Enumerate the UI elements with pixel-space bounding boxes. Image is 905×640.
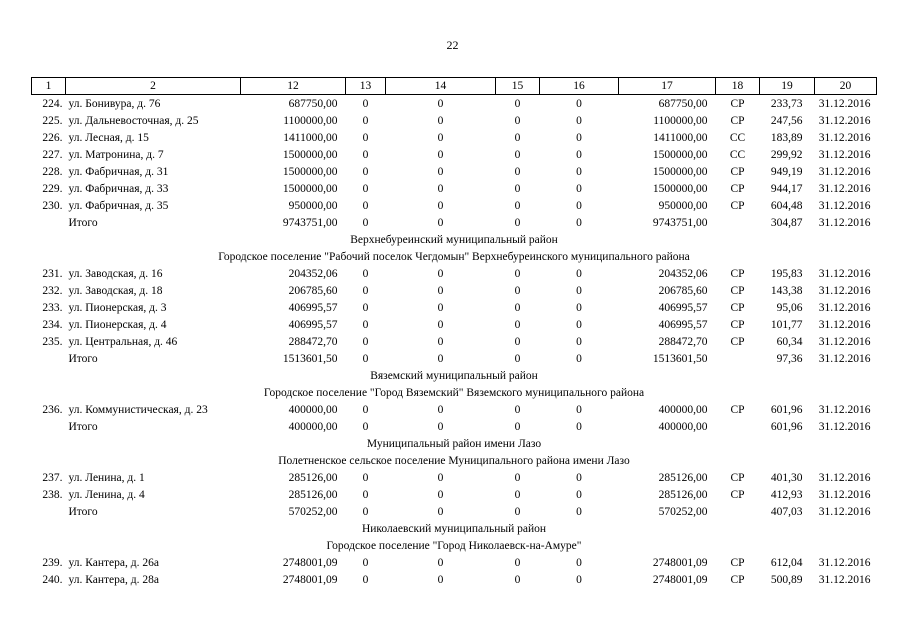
deadline-date: 31.12.2016 [818, 505, 871, 518]
fund-type [716, 503, 760, 520]
area: 299,92 [770, 148, 803, 161]
deadline-date: 31.12.2016 [818, 556, 871, 569]
table-row [32, 282, 877, 299]
amount-col-14: 0 [437, 267, 444, 280]
row-number [32, 350, 66, 367]
column-header: 2 [66, 78, 241, 95]
section-heading-row [32, 231, 877, 248]
row-number [32, 214, 66, 231]
table-row [32, 112, 877, 129]
page-number: 22 [446, 38, 459, 52]
fund-type: СР [730, 284, 745, 297]
row-number: 233. [42, 301, 63, 314]
amount-col-13: 0 [362, 318, 369, 331]
row-number [32, 503, 66, 520]
amount-col-16: 0 [576, 284, 582, 297]
amount-total: 400000,00 [288, 403, 338, 416]
amount-col-17: 288472,70 [658, 335, 708, 348]
amount-total: 687750,00 [288, 97, 338, 110]
area: 944,17 [770, 182, 803, 195]
amount-total: 1100000,00 [283, 114, 338, 127]
deadline-date: 31.12.2016 [818, 471, 871, 484]
deadline-date: 31.12.2016 [818, 97, 871, 110]
section-heading-row [32, 537, 877, 554]
amount-col-13: 0 [362, 556, 369, 569]
deadline-date: 31.12.2016 [818, 301, 871, 314]
table-row [32, 197, 877, 214]
area: 949,19 [770, 165, 803, 178]
row-number: 238. [42, 488, 63, 501]
section-heading-row [32, 452, 877, 469]
row-number: 231. [42, 267, 63, 280]
fund-type [716, 350, 760, 367]
amount-col-16: 0 [576, 420, 582, 433]
table-row [32, 401, 877, 418]
table-row [32, 146, 877, 163]
registry-table [31, 77, 877, 588]
total-row [32, 503, 877, 520]
amount-col-13: 0 [362, 301, 369, 314]
address: Итого [68, 420, 98, 433]
deadline-date: 31.12.2016 [818, 420, 871, 433]
amount-col-13: 0 [362, 199, 369, 212]
amount-col-13: 0 [362, 488, 369, 501]
address: ул. Пионерская, д. 3 [68, 301, 167, 314]
fund-type [716, 418, 760, 435]
address: ул. Ленина, д. 1 [68, 471, 145, 484]
area: 412,93 [770, 488, 803, 501]
amount-total: 400000,00 [288, 420, 338, 433]
amount-total: 406995,57 [288, 318, 338, 331]
amount-col-15: 0 [514, 556, 521, 569]
address: ул. Дальневосточная, д. 25 [68, 114, 199, 127]
amount-total: 1500000,00 [282, 165, 338, 178]
amount-col-16: 0 [576, 165, 582, 178]
amount-col-17: 1100000,00 [653, 114, 708, 127]
table-row [32, 95, 877, 113]
amount-col-14: 0 [437, 165, 444, 178]
amount-col-17: 1500000,00 [652, 165, 708, 178]
amount-col-14: 0 [437, 199, 444, 212]
address: ул. Заводская, д. 18 [68, 284, 163, 297]
fund-type: СС [729, 131, 746, 144]
amount-col-16: 0 [576, 505, 582, 518]
amount-col-16: 0 [576, 335, 582, 348]
amount-col-17: 1411000,00 [653, 131, 708, 144]
amount-col-13: 0 [362, 97, 369, 110]
amount-col-15: 0 [514, 352, 521, 365]
amount-col-17: 950000,00 [658, 199, 708, 212]
row-number: 227. [42, 148, 63, 161]
amount-total: 285126,00 [288, 488, 338, 501]
total-row [32, 418, 877, 435]
amount-col-16: 0 [576, 182, 582, 195]
deadline-date: 31.12.2016 [818, 216, 871, 229]
amount-col-16: 0 [576, 199, 582, 212]
amount-col-16: 0 [576, 471, 582, 484]
deadline-date: 31.12.2016 [818, 318, 871, 331]
amount-col-13: 0 [362, 284, 369, 297]
amount-col-13: 0 [362, 148, 369, 161]
deadline-date: 31.12.2016 [818, 284, 871, 297]
amount-col-17: 204352,06 [658, 267, 708, 280]
amount-col-16: 0 [576, 114, 582, 127]
address: ул. Кантера, д. 26а [68, 556, 159, 569]
amount-col-14: 0 [437, 573, 444, 586]
section-heading: Городское поселение "Город Николаевск-на-Амуре" [326, 539, 582, 552]
fund-type: СР [730, 199, 745, 212]
deadline-date: 31.12.2016 [818, 114, 871, 127]
area: 95,06 [776, 301, 803, 314]
amount-col-17: 687750,00 [658, 97, 708, 110]
amount-col-15: 0 [514, 488, 521, 501]
amount-col-14: 0 [437, 403, 444, 416]
fund-type: СР [730, 556, 745, 569]
amount-col-13: 0 [362, 182, 369, 195]
amount-col-16: 0 [576, 352, 582, 365]
amount-col-15: 0 [514, 114, 521, 127]
address: ул. Бонивура, д. 76 [68, 97, 161, 110]
deadline-date: 31.12.2016 [818, 199, 871, 212]
table-row [32, 469, 877, 486]
amount-col-17: 2748001,09 [652, 556, 708, 569]
amount-col-13: 0 [362, 352, 369, 365]
table-row [32, 129, 877, 146]
amount-total: 2748001,09 [282, 573, 338, 586]
area: 143,38 [770, 284, 803, 297]
amount-col-17: 285126,00 [658, 471, 708, 484]
amount-total: 2748001,09 [282, 556, 338, 569]
column-header: 20 [815, 78, 877, 95]
amount-col-14: 0 [437, 131, 444, 144]
amount-total: 1411000,00 [283, 131, 338, 144]
column-header: 13 [346, 78, 386, 95]
amount-total: 1500000,00 [282, 148, 338, 161]
column-header: 12 [241, 78, 346, 95]
fund-type: СС [729, 148, 746, 161]
table-row [32, 180, 877, 197]
row-number: 226. [42, 131, 63, 144]
amount-col-13: 0 [362, 131, 369, 144]
row-number: 237. [42, 471, 63, 484]
amount-col-16: 0 [576, 573, 582, 586]
amount-col-15: 0 [514, 148, 521, 161]
row-number: 230. [42, 199, 63, 212]
table-row [32, 163, 877, 180]
amount-col-13: 0 [362, 471, 369, 484]
amount-col-15: 0 [514, 420, 521, 433]
row-number: 228. [42, 165, 63, 178]
address: ул. Центральная, д. 46 [68, 335, 178, 348]
deadline-date: 31.12.2016 [818, 267, 871, 280]
fund-type: СР [730, 165, 745, 178]
amount-col-14: 0 [437, 114, 444, 127]
amount-col-16: 0 [576, 267, 582, 280]
area: 601,96 [770, 420, 803, 433]
table-row [32, 316, 877, 333]
amount-col-17: 400000,00 [658, 420, 708, 433]
amount-col-17: 206785,60 [658, 284, 708, 297]
amount-col-17: 1513601,50 [652, 352, 708, 365]
area: 97,36 [776, 352, 803, 365]
amount-col-16: 0 [576, 556, 582, 569]
section-heading-row [32, 520, 877, 537]
row-number: 240. [42, 573, 63, 586]
section-heading-row [32, 435, 877, 452]
area: 183,89 [770, 131, 803, 144]
amount-total: 406995,57 [288, 301, 338, 314]
address: ул. Ленина, д. 4 [68, 488, 145, 501]
column-header: 17 [619, 78, 716, 95]
address: ул. Фабричная, д. 31 [68, 165, 169, 178]
column-header: 14 [386, 78, 496, 95]
amount-col-15: 0 [514, 267, 521, 280]
deadline-date: 31.12.2016 [818, 488, 871, 501]
area: 304,87 [770, 216, 803, 229]
amount-col-17: 285126,00 [658, 488, 708, 501]
address: Итого [68, 216, 98, 229]
row-number: 234. [42, 318, 63, 331]
area: 195,83 [770, 267, 803, 280]
amount-total: 950000,00 [288, 199, 338, 212]
amount-col-14: 0 [437, 148, 444, 161]
area: 60,34 [776, 335, 803, 348]
amount-col-17: 406995,57 [658, 301, 708, 314]
deadline-date: 31.12.2016 [818, 182, 871, 195]
amount-col-16: 0 [576, 301, 582, 314]
amount-col-15: 0 [514, 505, 521, 518]
amount-col-13: 0 [362, 165, 369, 178]
amount-col-15: 0 [514, 573, 521, 586]
deadline-date: 31.12.2016 [818, 165, 871, 178]
amount-col-15: 0 [514, 335, 521, 348]
amount-total: 570252,00 [288, 505, 338, 518]
address: ул. Пионерская, д. 4 [68, 318, 167, 331]
amount-col-14: 0 [437, 301, 444, 314]
amount-total: 206785,60 [288, 284, 338, 297]
deadline-date: 31.12.2016 [818, 335, 871, 348]
amount-col-15: 0 [514, 471, 521, 484]
amount-col-15: 0 [514, 97, 521, 110]
address: Итого [68, 352, 98, 365]
section-heading-row [32, 367, 877, 384]
amount-col-14: 0 [437, 216, 444, 229]
amount-col-16: 0 [576, 403, 582, 416]
amount-col-17: 400000,00 [658, 403, 708, 416]
area: 601,96 [770, 403, 803, 416]
amount-col-15: 0 [514, 182, 521, 195]
amount-col-13: 0 [362, 403, 369, 416]
row-number: 232. [42, 284, 63, 297]
address: ул. Лесная, д. 15 [68, 131, 149, 144]
section-heading: Городское поселение "Рабочий поселок Чегдомын" Верхнебуреинского муниципального района [218, 250, 690, 263]
amount-col-13: 0 [362, 335, 369, 348]
fund-type: СР [730, 488, 745, 501]
fund-type: СР [730, 182, 745, 195]
amount-col-14: 0 [437, 182, 444, 195]
amount-col-13: 0 [362, 216, 369, 229]
fund-type: СР [730, 267, 745, 280]
amount-col-15: 0 [514, 284, 521, 297]
amount-col-13: 0 [362, 267, 369, 280]
row-number: 225. [42, 114, 63, 127]
row-number: 239. [42, 556, 63, 569]
table-row [32, 333, 877, 350]
row-number [32, 418, 66, 435]
table-row [32, 299, 877, 316]
address: ул. Фабричная, д. 35 [68, 199, 169, 212]
section-heading: Муниципальный район имени Лазо [366, 437, 542, 450]
fund-type: СР [730, 335, 745, 348]
amount-col-15: 0 [514, 216, 521, 229]
amount-col-14: 0 [437, 335, 444, 348]
section-heading-row [32, 248, 877, 265]
amount-col-14: 0 [437, 97, 444, 110]
column-header: 15 [496, 78, 540, 95]
fund-type: СР [730, 97, 745, 110]
column-header: 16 [540, 78, 619, 95]
area: 233,73 [770, 97, 803, 110]
amount-col-17: 1500000,00 [652, 148, 708, 161]
amount-col-15: 0 [514, 301, 521, 314]
fund-type [716, 214, 760, 231]
amount-total: 285126,00 [288, 471, 338, 484]
section-heading: Полетненское сельское поселение Муниципального района имени Лазо [278, 454, 630, 467]
table-row [32, 571, 877, 588]
section-heading: Верхнебуреинский муниципальный район [350, 233, 558, 246]
amount-total: 9743751,00 [282, 216, 338, 229]
amount-col-16: 0 [576, 148, 582, 161]
table-body [32, 95, 877, 589]
amount-total: 1500000,00 [282, 182, 338, 195]
area: 401,30 [770, 471, 803, 484]
table-row [32, 486, 877, 503]
total-row [32, 350, 877, 367]
fund-type: СР [730, 573, 745, 586]
deadline-date: 31.12.2016 [818, 352, 871, 365]
amount-col-15: 0 [514, 131, 521, 144]
amount-col-15: 0 [514, 403, 521, 416]
address: ул. Матронина, д. 7 [68, 148, 164, 161]
column-header: 1 [32, 78, 66, 95]
section-heading: Николаевский муниципальный район [361, 522, 547, 535]
amount-col-17: 570252,00 [658, 505, 708, 518]
deadline-date: 31.12.2016 [818, 131, 871, 144]
amount-col-17: 2748001,09 [652, 573, 708, 586]
deadline-date: 31.12.2016 [818, 403, 871, 416]
address: ул. Коммунистическая, д. 23 [68, 403, 208, 416]
total-row [32, 214, 877, 231]
amount-col-17: 9743751,00 [652, 216, 708, 229]
amount-col-13: 0 [362, 420, 369, 433]
amount-col-14: 0 [437, 318, 444, 331]
address: Итого [68, 505, 98, 518]
amount-col-14: 0 [437, 420, 444, 433]
amount-col-14: 0 [437, 352, 444, 365]
amount-col-13: 0 [362, 114, 369, 127]
table-row [32, 554, 877, 571]
amount-col-16: 0 [576, 216, 582, 229]
fund-type: СР [730, 301, 745, 314]
address: ул. Заводская, д. 16 [68, 267, 163, 280]
amount-total: 1513601,50 [282, 352, 338, 365]
table-row [32, 265, 877, 282]
row-number: 224. [42, 97, 63, 110]
section-heading: Городское поселение "Город Вяземский" Вяземского муниципального района [263, 386, 645, 399]
section-heading-row [32, 384, 877, 401]
amount-col-16: 0 [576, 318, 582, 331]
area: 407,03 [770, 505, 803, 518]
column-header: 18 [716, 78, 760, 95]
amount-col-16: 0 [576, 488, 582, 501]
amount-col-14: 0 [437, 471, 444, 484]
amount-col-15: 0 [514, 199, 521, 212]
amount-col-14: 0 [437, 488, 444, 501]
row-number: 229. [42, 182, 63, 195]
row-number: 235. [42, 335, 63, 348]
fund-type: СР [730, 318, 745, 331]
amount-col-14: 0 [437, 556, 444, 569]
row-number: 236. [42, 403, 63, 416]
amount-col-17: 406995,57 [658, 318, 708, 331]
area: 612,04 [770, 556, 803, 569]
amount-col-13: 0 [362, 573, 369, 586]
amount-total: 288472,70 [288, 335, 338, 348]
area: 247,56 [770, 114, 803, 127]
column-header: 19 [760, 78, 815, 95]
fund-type: СР [730, 403, 745, 416]
amount-col-14: 0 [437, 505, 444, 518]
area: 101,77 [770, 318, 803, 331]
deadline-date: 31.12.2016 [818, 573, 871, 586]
area: 500,89 [770, 573, 803, 586]
amount-total: 204352,06 [288, 267, 338, 280]
amount-col-15: 0 [514, 165, 521, 178]
fund-type: СР [730, 114, 745, 127]
area: 604,48 [770, 199, 803, 212]
amount-col-15: 0 [514, 318, 521, 331]
fund-type: СР [730, 471, 745, 484]
header-row [32, 78, 877, 95]
deadline-date: 31.12.2016 [818, 148, 871, 161]
section-heading: Вяземский муниципальный район [370, 369, 538, 382]
amount-col-16: 0 [576, 131, 582, 144]
address: ул. Кантера, д. 28а [68, 573, 159, 586]
amount-col-14: 0 [437, 284, 444, 297]
amount-col-13: 0 [362, 505, 369, 518]
amount-col-16: 0 [576, 97, 582, 110]
address: ул. Фабричная, д. 33 [68, 182, 169, 195]
amount-col-17: 1500000,00 [652, 182, 708, 195]
